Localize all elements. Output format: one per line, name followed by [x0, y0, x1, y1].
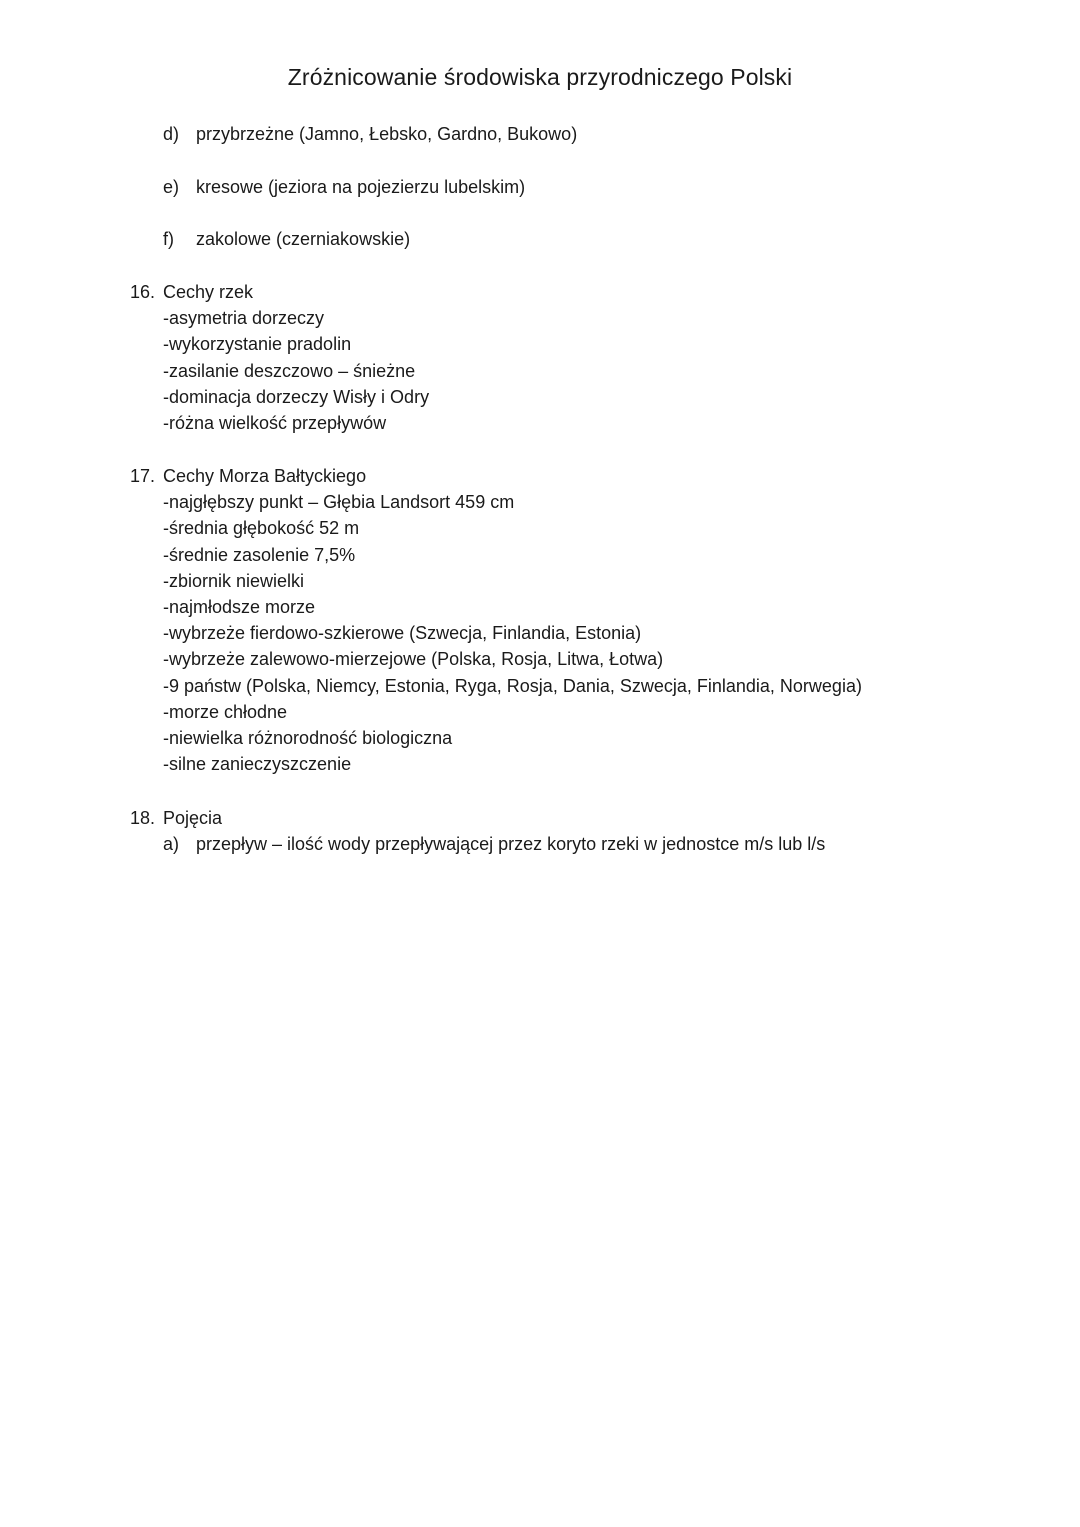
- list-item: -9 państw (Polska, Niemcy, Estonia, Ryga, Rosja, Dania, Szwecja, Finlandia, Norwegia): [163, 675, 862, 696]
- definition-text: przepływ – ilość wody przepływającej przez koryto rzeki w jednostce m/s lub l/s: [196, 834, 826, 855]
- lake-type-item: [163, 121, 577, 147]
- feature-list: [130, 489, 862, 777]
- section-rivers: [130, 279, 429, 436]
- lake-type-item: [163, 226, 410, 252]
- section-number: 17.: [130, 466, 156, 486]
- section-heading: [130, 279, 429, 305]
- section-title: Cechy Morza Bałtyckiego: [163, 466, 367, 486]
- list-item: -wybrzeże zalewowo-mierzejowe (Polska, Rosja, Litwa, Łotwa): [163, 649, 664, 670]
- list-item-text: przybrzeżne (Jamno, Łebsko, Gardno, Bukowo): [196, 124, 578, 144]
- list-item: -wybrzeże fierdowo-szkierowe (Szwecja, Finlandia, Estonia): [163, 623, 642, 644]
- lake-type-item: [163, 174, 525, 200]
- list-marker: f): [163, 229, 174, 249]
- list-item: -najmłodsze morze: [163, 597, 316, 618]
- list-item: -średnia głębokość 52 m: [163, 518, 360, 539]
- list-item: -morze chłodne: [163, 701, 288, 722]
- section-concepts: [130, 805, 825, 857]
- section-title: Pojęcia: [163, 808, 223, 828]
- section-number: 16.: [130, 282, 156, 302]
- list-item: -asymetria dorzeczy: [163, 308, 325, 329]
- section-title: Cechy rzek: [163, 282, 254, 302]
- list-item-text: zakolowe (czerniakowskie): [196, 229, 411, 249]
- list-marker: a): [163, 834, 180, 855]
- document-title: Zróżnicowanie środowiska przyrodniczego Polski: [287, 64, 793, 90]
- list-item: -zasilanie deszczowo – śnieżne: [163, 360, 416, 381]
- list-item: -niewielka różnorodność biologiczna: [163, 728, 453, 749]
- list-item: -najgłębszy punkt – Głębia Landsort 459 cm: [163, 492, 515, 513]
- section-heading: [130, 805, 825, 831]
- feature-list: [130, 305, 429, 436]
- list-item: -średnie zasolenie 7,5%: [163, 544, 356, 565]
- list-item: -zbiornik niewielki: [163, 570, 305, 591]
- list-marker: d): [163, 124, 180, 144]
- list-marker: e): [163, 177, 180, 197]
- list-item: -silne zanieczyszczenie: [163, 754, 352, 775]
- list-item: -różna wielkość przepływów: [163, 413, 387, 434]
- section-number: 18.: [130, 808, 156, 828]
- section-baltic-sea: [130, 463, 862, 777]
- list-item-text: kresowe (jeziora na pojezierzu lubelskim): [196, 177, 526, 197]
- list-item: -wykorzystanie pradolin: [163, 334, 352, 355]
- definition-item: [130, 831, 825, 857]
- list-item: -dominacja dorzeczy Wisły i Odry: [163, 386, 430, 407]
- section-heading: [130, 463, 862, 489]
